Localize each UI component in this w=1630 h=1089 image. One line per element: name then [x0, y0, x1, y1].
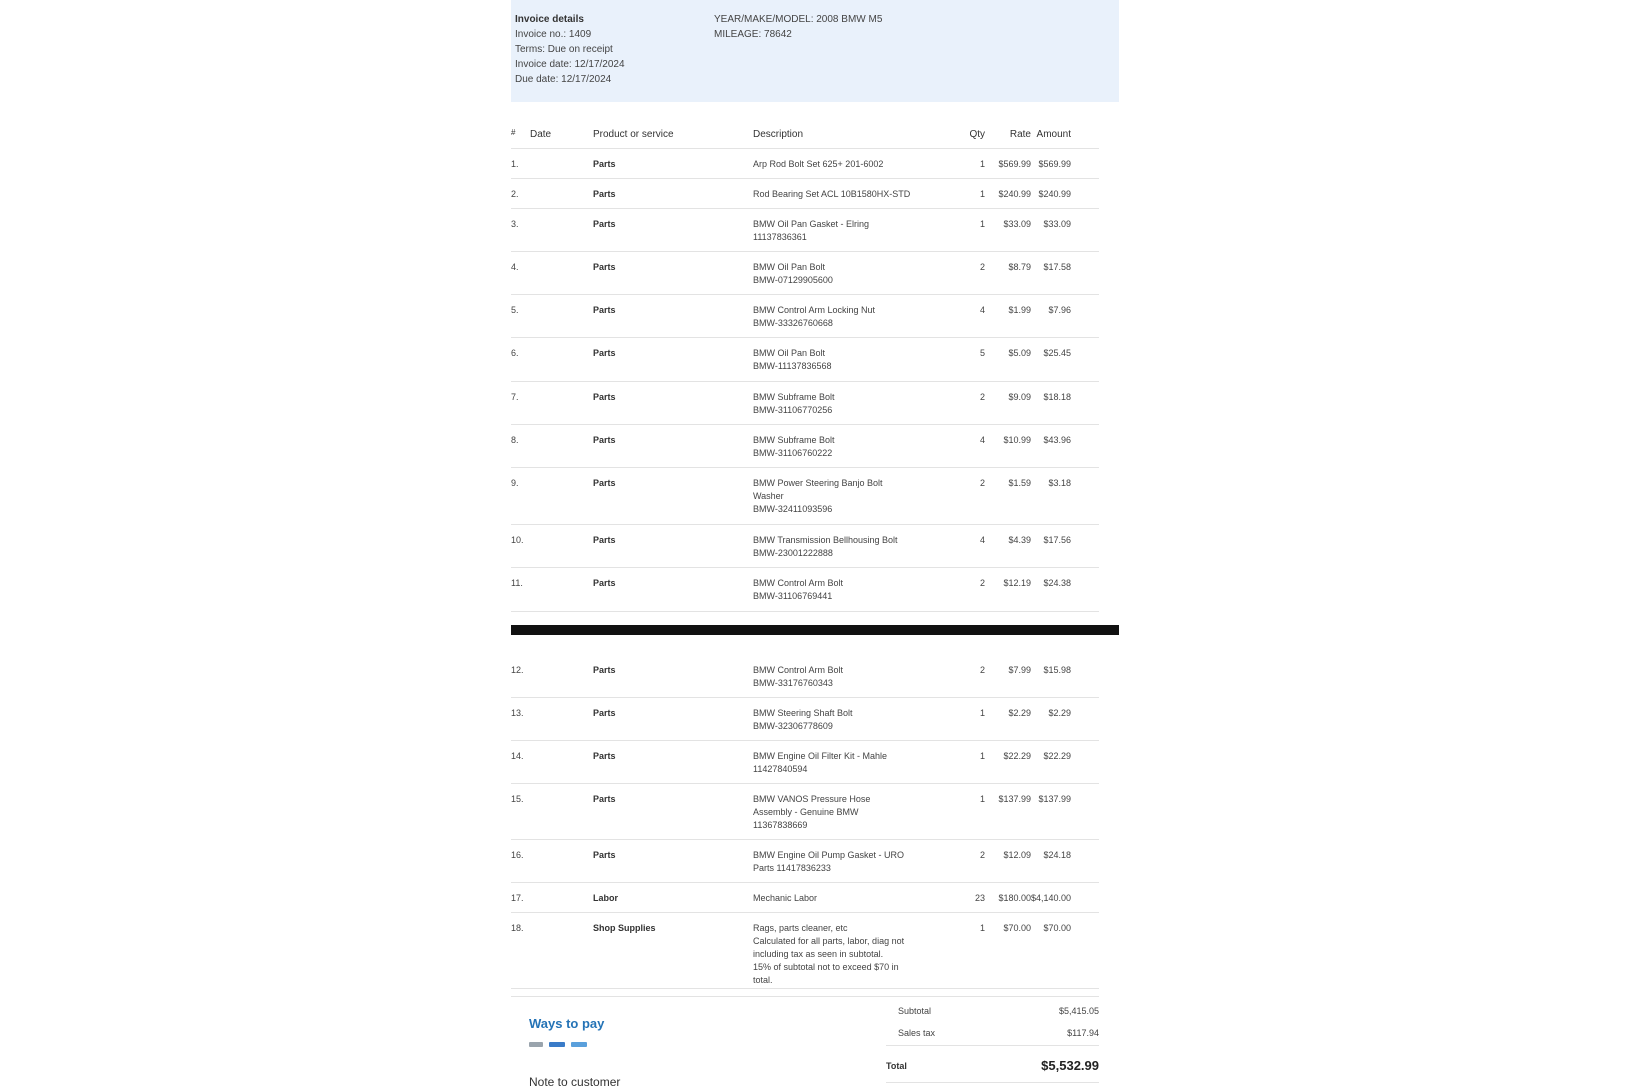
row-number: 2. — [511, 189, 519, 199]
tax-label: Sales tax — [898, 1028, 936, 1038]
row-amount: $18.18 — [1043, 392, 1071, 402]
row-description: BMW VANOS Pressure Hose Assembly - Genuine BMW 11367838669 — [753, 794, 871, 830]
row-qty: 4 — [979, 535, 985, 545]
row-product: Shop Supplies — [593, 923, 656, 933]
row-description: BMW Transmission Bellhousing Bolt BMW-23001222888 — [753, 535, 898, 558]
row-product: Parts — [593, 348, 616, 358]
row-rate: $8.79 — [1008, 262, 1031, 272]
summary-divider — [511, 996, 1099, 997]
row-qty: 1 — [979, 751, 985, 761]
row-amount: $17.56 — [1043, 535, 1071, 545]
row-qty: 1 — [979, 219, 985, 229]
row-product: Parts — [593, 850, 616, 860]
row-qty: 2 — [979, 392, 985, 402]
row-number: 3. — [511, 219, 519, 229]
row-qty: 1 — [979, 708, 985, 718]
subtotal-label: Subtotal — [898, 1006, 932, 1016]
row-description: BMW Oil Pan Gasket - Elring 11137836361 — [753, 219, 870, 242]
row-qty: 1 — [979, 189, 985, 199]
row-description: BMW Subframe Bolt BMW-31106770256 — [753, 392, 835, 415]
col-product: Product or service — [593, 129, 674, 140]
row-rate: $9.09 — [1008, 392, 1031, 402]
row-description: BMW Steering Shaft Bolt BMW-32306778609 — [753, 708, 853, 731]
due-date: Due date: 12/17/2024 — [515, 74, 612, 85]
row-rate: $180.00 — [998, 893, 1031, 903]
col-date: Date — [530, 129, 552, 140]
row-amount: $33.09 — [1043, 219, 1071, 229]
row-qty: 2 — [979, 578, 985, 588]
invoice-date: Invoice date: 12/17/2024 — [515, 59, 625, 70]
row-number: 14. — [511, 751, 524, 761]
row-product: Parts — [593, 392, 616, 402]
row-description: BMW Control Arm Bolt BMW-31106769441 — [753, 578, 844, 601]
row-rate: $22.29 — [1003, 751, 1031, 761]
paypal-icon — [549, 1042, 565, 1047]
row-qty: 4 — [979, 305, 985, 315]
row-product: Parts — [593, 478, 616, 488]
row-product: Parts — [593, 665, 616, 675]
row-number: 10. — [511, 535, 524, 545]
row-number: 17. — [511, 893, 524, 903]
row-rate: $1.59 — [1008, 478, 1031, 488]
row-divider — [511, 882, 1099, 883]
row-number: 6. — [511, 348, 519, 358]
row-rate: $10.99 — [1003, 435, 1031, 445]
row-rate: $569.99 — [998, 159, 1031, 169]
col-amount: Amount — [1036, 129, 1071, 140]
row-divider — [511, 294, 1099, 295]
row-qty: 1 — [979, 159, 985, 169]
invoice-terms: Terms: Due on receipt — [515, 44, 613, 55]
row-rate: $4.39 — [1008, 535, 1031, 545]
row-product: Parts — [593, 305, 616, 315]
total-divider — [886, 1045, 1099, 1046]
row-rate: $137.99 — [998, 794, 1031, 804]
row-divider — [511, 839, 1099, 840]
row-number: 9. — [511, 478, 519, 488]
venmo-icon — [571, 1042, 587, 1047]
row-amount: $22.29 — [1043, 751, 1071, 761]
row-rate: $5.09 — [1008, 348, 1031, 358]
row-rate: $240.99 — [998, 189, 1031, 199]
row-product: Parts — [593, 535, 616, 545]
row-product: Parts — [593, 219, 616, 229]
ways-to-pay-heading: Ways to pay — [529, 1016, 605, 1031]
row-divider — [511, 912, 1099, 913]
row-qty: 5 — [979, 348, 985, 358]
row-rate: $7.99 — [1008, 665, 1031, 675]
col-description: Description — [753, 129, 804, 140]
note-to-customer: Note to customer — [529, 1075, 621, 1089]
row-rate: $2.29 — [1008, 708, 1031, 718]
row-divider — [511, 988, 1099, 989]
row-number: 11. — [511, 578, 523, 588]
row-number: 15. — [511, 794, 524, 804]
row-divider — [511, 208, 1099, 209]
row-rate: $33.09 — [1003, 219, 1031, 229]
row-divider — [511, 567, 1099, 568]
row-qty: 1 — [979, 794, 985, 804]
row-number: 5. — [511, 305, 519, 315]
row-amount: $24.18 — [1043, 850, 1071, 860]
row-description: BMW Engine Oil Pump Gasket - URO Parts 11417836233 — [753, 850, 905, 873]
row-description: Rags, parts cleaner, etc Calculated for all parts, labor, diag not including tax as seen in subtotal. 15% of subtotal not to exceed $70 in total. — [753, 923, 905, 985]
tax-value: $117.94 — [1067, 1028, 1099, 1038]
row-amount: $2.29 — [1048, 708, 1071, 718]
row-divider — [511, 611, 1099, 612]
total-bottom-divider — [886, 1082, 1099, 1083]
total-value: $5,532.99 — [1041, 1058, 1099, 1073]
row-divider — [511, 251, 1099, 252]
row-amount: $17.58 — [1043, 262, 1071, 272]
row-amount: $137.99 — [1038, 794, 1071, 804]
row-number: 13. — [511, 708, 524, 718]
vehicle-info: YEAR/MAKE/MODEL: 2008 BMW M5 — [714, 14, 883, 25]
row-description: BMW Subframe Bolt BMW-31106760222 — [753, 435, 835, 458]
row-amount: $4,140.00 — [1030, 893, 1071, 903]
row-amount: $43.96 — [1043, 435, 1071, 445]
row-number: 16. — [511, 850, 524, 860]
header-divider — [511, 148, 1099, 149]
row-amount: $3.18 — [1048, 478, 1071, 488]
row-qty: 2 — [979, 850, 985, 860]
invoice-details — [515, 12, 625, 87]
payment-methods — [529, 1040, 587, 1048]
row-product: Parts — [593, 578, 616, 588]
row-divider — [511, 337, 1099, 338]
mileage: MILEAGE: 78642 — [714, 29, 792, 40]
row-divider — [511, 697, 1099, 698]
row-product: Parts — [593, 708, 616, 718]
row-product: Parts — [593, 751, 616, 761]
row-description: BMW Oil Pan Bolt BMW-07129905600 — [753, 262, 833, 285]
row-description: BMW Power Steering Banjo Bolt Washer BMW-32411093596 — [753, 478, 883, 514]
row-number: 4. — [511, 262, 519, 272]
invoice-number: Invoice no.: 1409 — [515, 29, 592, 40]
row-rate: $12.09 — [1003, 850, 1031, 860]
row-description: BMW Control Arm Locking Nut BMW-33326760668 — [753, 305, 876, 328]
row-number: 18. — [511, 923, 524, 933]
row-divider — [511, 783, 1099, 784]
row-qty: 2 — [979, 665, 985, 675]
row-qty: 1 — [979, 923, 985, 933]
row-product: Parts — [593, 189, 616, 199]
row-divider — [511, 381, 1099, 382]
row-description: Arp Rod Bolt Set 625+ 201-6002 — [753, 159, 884, 169]
bank-icon — [529, 1042, 543, 1047]
row-product: Parts — [593, 159, 616, 169]
row-description: Mechanic Labor — [753, 893, 818, 903]
row-description: BMW Engine Oil Filter Kit - Mahle 11427840594 — [753, 751, 888, 774]
invoice-details-title: Invoice details — [515, 14, 584, 25]
row-rate: $1.99 — [1008, 305, 1031, 315]
total-label: Total — [886, 1061, 907, 1071]
invoice-header — [511, 0, 1119, 102]
vehicle-details — [714, 12, 882, 42]
row-description: BMW Control Arm Bolt BMW-33176760343 — [753, 665, 844, 688]
row-divider — [511, 467, 1099, 468]
subtotal-value: $5,415.05 — [1058, 1006, 1099, 1016]
row-divider — [511, 524, 1099, 525]
row-product: Parts — [593, 794, 616, 804]
row-product: Parts — [593, 435, 616, 445]
page-divider — [511, 625, 1119, 635]
invoice-document — [511, 0, 1119, 1087]
row-amount: $569.99 — [1038, 159, 1071, 169]
row-qty: 23 — [974, 893, 985, 903]
row-number: 12. — [511, 665, 524, 675]
row-amount: $70.00 — [1043, 923, 1071, 933]
row-amount: $25.45 — [1043, 348, 1071, 358]
row-divider — [511, 424, 1099, 425]
col-num: # — [511, 128, 516, 137]
row-amount: $7.96 — [1048, 305, 1071, 315]
row-product: Labor — [593, 893, 619, 903]
row-description: BMW Oil Pan Bolt BMW-11137836568 — [753, 348, 832, 371]
row-divider — [511, 178, 1099, 179]
row-amount: $240.99 — [1038, 189, 1071, 199]
row-rate: $12.19 — [1003, 578, 1031, 588]
row-number: 7. — [511, 392, 519, 402]
row-divider — [511, 740, 1099, 741]
row-number: 8. — [511, 435, 519, 445]
row-amount: $24.38 — [1043, 578, 1071, 588]
row-amount: $15.98 — [1043, 665, 1071, 675]
col-rate: Rate — [1009, 129, 1031, 140]
row-description: Rod Bearing Set ACL 10B1580HX-STD — [753, 189, 911, 199]
row-qty: 2 — [979, 478, 985, 488]
row-qty: 4 — [979, 435, 985, 445]
row-rate: $70.00 — [1003, 923, 1031, 933]
row-qty: 2 — [979, 262, 985, 272]
row-product: Parts — [593, 262, 616, 272]
row-number: 1. — [511, 159, 519, 169]
col-qty: Qty — [969, 129, 985, 140]
